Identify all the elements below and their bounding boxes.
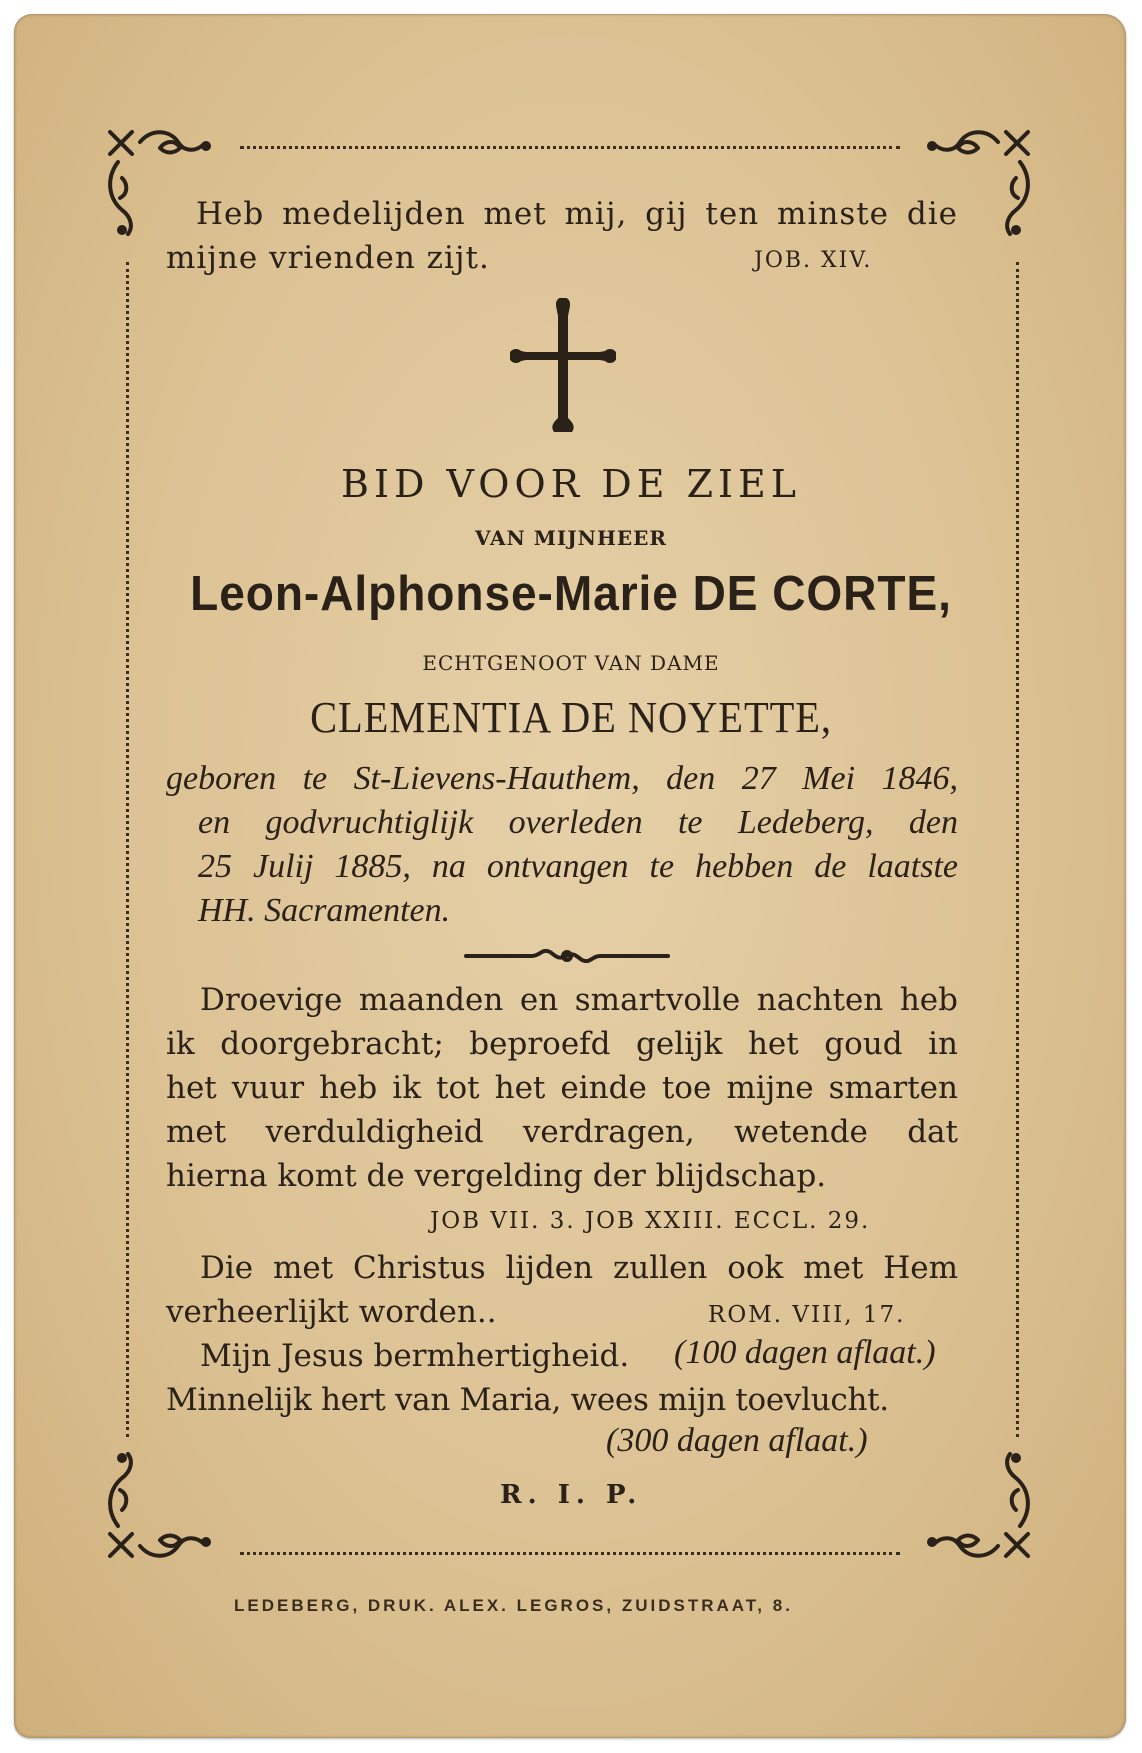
spouse-prefix: ECHTGENOOT VAN DAME xyxy=(422,651,720,675)
verse-line-3: het vuur heb ik tot het einde toe mijne smarten xyxy=(166,1070,958,1106)
heading: BID VOOR DE ZIEL xyxy=(341,462,801,506)
frame-bottom xyxy=(240,1552,900,1555)
verse-line-5: hierna komt de vergelding der blijdschap. xyxy=(166,1158,827,1194)
epigraph-citation: JOB. XIV. xyxy=(754,248,873,273)
rip: R. I. P. xyxy=(500,1480,643,1510)
prayer-1-indulgence: (100 dagen aflaat.) xyxy=(674,1334,936,1371)
divider-ornament-icon xyxy=(462,944,672,968)
frame-top xyxy=(240,146,900,149)
deceased-name: Leon-Alphonse-Marie DE CORTE, xyxy=(190,567,952,621)
verse-line-2: ik doorgebracht; beproefd gelijk het goud in xyxy=(166,1026,958,1062)
bio-line-2: en godvruchtiglijk overleden te Ledeberg, den xyxy=(198,804,958,841)
bio-line-1: geboren te St-Lievens-Hauthem, den 27 Mei 1846, xyxy=(166,760,958,797)
frame-left xyxy=(126,262,129,1437)
verse-line-1: Droevige maanden en smartvolle nachten heb xyxy=(200,982,958,1018)
verse-line-4: met verduldigheid verdragen, wetende dat xyxy=(166,1114,958,1150)
prayer-2-text: Minnelijk hert van Maria, wees mijn toevlucht. xyxy=(166,1382,889,1418)
corner-ornament-bottom-right-icon xyxy=(918,1450,1038,1570)
frame-right xyxy=(1016,262,1019,1437)
christus-line-2: verheerlijkt worden.. xyxy=(166,1294,497,1330)
prayer-2-indulgence: (300 dagen aflaat.) xyxy=(606,1422,868,1459)
verse-citation: JOB VII. 3. JOB XXIII. ECCL. 29. xyxy=(430,1208,871,1234)
cross-icon xyxy=(510,298,616,436)
printer-imprint: LEDEBERG, DRUK. ALEX. LEGROS, ZUIDSTRAAT, 8. xyxy=(234,1596,793,1615)
title-prefix: VAN MIJNHEER xyxy=(475,526,667,550)
christus-citation: ROM. VIII, 17. xyxy=(708,1302,906,1328)
christus-line-1: Die met Christus lijden zullen ook met Hem xyxy=(200,1250,958,1286)
corner-ornament-bottom-left-icon xyxy=(100,1450,220,1570)
bio-line-3: 25 Julij 1885, na ontvangen te hebben de laatste xyxy=(198,848,958,885)
prayer-1-text: Mijn Jesus bermhertigheid. xyxy=(200,1338,630,1374)
bio-line-4: HH. Sacramenten. xyxy=(198,892,451,929)
epigraph-line-2: mijne vrienden zijt. xyxy=(166,240,490,276)
spouse-name: CLEMENTIA DE NOYETTE, xyxy=(310,693,832,742)
epigraph-line-1: Heb medelijden met mij, gij ten minste die xyxy=(196,196,958,232)
